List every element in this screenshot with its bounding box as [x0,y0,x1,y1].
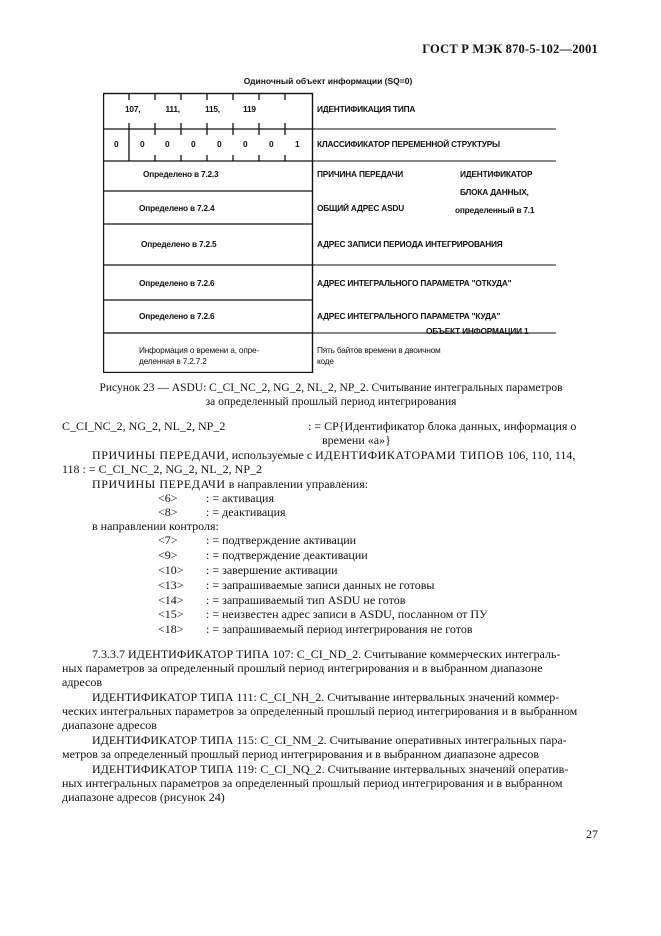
control-rest: в направлении управления: [225,477,369,491]
monitor-code: <13> [158,578,184,592]
control-text-6: : = активация [206,491,274,505]
vsq-bit-7: 0 [140,139,145,149]
monitor-text: : = завершение активации [206,563,338,577]
paragraph-type111-line2: ческих интегральных параметров за определенный прошлый период интегрирования и в выбранном [62,704,578,718]
vsq-bit-4: 0 [217,139,222,149]
monitor-text: : = подтверждение активации [206,533,357,547]
vsq-bit-1: 1 [295,139,300,149]
time-definition-line1: Информация о времени а, опре- [139,345,260,355]
type-id-107: 107, [125,104,141,114]
control-caps: ПРИЧИНЫ ПЕРЕДАЧИ [92,477,226,491]
type-id-115: 115, [205,104,220,114]
paragraph-7337-line2: ных параметров за определенный прошлый период интегрирования и в выбранном диапазоне [62,661,543,675]
information-object-label: ОБЪЕКТ ИНФОРМАЦИИ 1 [426,326,529,336]
time-label-line2: коде [317,356,334,366]
asdu-address-label: ОБЩИЙ АДРЕС ASDU [317,203,404,213]
asdu-address-definition: Определено в 7.2.4 [139,203,215,213]
document-header: ГОСТ Р МЭК 870-5-102—2001 [422,42,598,56]
vsq-label: КЛАССИФИКАТОР ПЕРЕМЕННОЙ СТРУКТУРЫ [317,139,500,149]
to-address-definition: Определено в 7.2.6 [139,311,215,321]
time-label-line1: Пять байтов времени в двоичном [317,345,441,355]
monitor-text: : = подтверждение деактивации [206,548,368,562]
page-number: 27 [586,827,598,841]
dui-label-line3: определенный в 7.1 [455,205,535,215]
dui-label-line2: БЛОКА ДАННЫХ, [460,187,529,197]
vsq-bit-2: 0 [269,139,274,149]
cot-definition: Определено в 7.2.3 [143,169,219,179]
definition-value-line1: : = CP{Идентификатор блока данных, информация о [308,419,577,433]
monitor-text: : = запрашиваемые записи данных не готовы [206,578,435,592]
from-address-label: АДРЕС ИНТЕГРАЛЬНОГО ПАРАМЕТРА "ОТКУДА" [317,278,512,288]
caption-line1: Рисунок 23 — ASDU: C_CI_NC_2, NG_2, NL_2, NP_2. Считывание интегральных параметров [99,382,563,394]
paragraph-7337-line3: адресов [62,675,103,689]
asdu-diagram [103,89,556,373]
type-ids-row [125,104,256,114]
monitor-direction-heading: в направлении контроля: [92,519,219,533]
monitor-code: <15> [158,607,184,621]
record-address-label: АДРЕС ЗАПИСИ ПЕРИОДА ИНТЕГРИРОВАНИЯ [317,239,503,249]
control-code-8: <8> [158,505,178,519]
paragraph-type115-line2: метров за определенный прошлый период интегрирования и в выбранном диапазоне адресов [62,747,540,761]
from-address-definition: Определено в 7.2.6 [139,278,215,288]
to-address-label: АДРЕС ИНТЕГРАЛЬНОГО ПАРАМЕТРА "КУДА" [317,311,501,321]
type-id-111: 111, [165,104,180,114]
control-direction-heading [92,478,368,492]
paragraph-type119-line2: ных интегральных параметров за определенный прошлый период интегрирования и в выбранном [62,776,563,790]
record-address-definition: Определено в 7.2.5 [141,239,217,249]
cot-intro-mid: , используемые с [225,448,313,462]
vsq-bit-ticks [129,129,285,161]
vsq-bit-8: 0 [114,139,119,149]
definition-value-line2: времени «а»} [322,433,391,447]
figure-title: Одиночный объект информации (SQ=0) [243,76,413,86]
dui-label-line1: ИДЕНТИФИКАТОР [460,169,533,179]
figure-caption [62,381,600,409]
paragraph-type111-line3: диапазоне адресов [62,718,157,732]
cot-intro-line2: 118 : = C_CI_NC_2, NG_2, NL_2, NP_2 [62,462,262,476]
left-column-border [104,94,313,373]
paragraph-7337-line1: 7.3.3.7 ИДЕНТИФИКАТОР ТИПА 107: C_CI_ND_2. Считывание коммерческих интеграль- [92,647,561,661]
type-id-119: 119 [243,104,256,114]
definition-asdu: C_CI_NC_2, NG_2, NL_2, NP_2 [62,419,226,433]
monitor-code: <7> [158,533,178,547]
vsq-bit-5: 0 [191,139,196,149]
time-definition-line2: деленная в 7.2.7.2 [139,356,207,366]
control-text-8: : = деактивация [206,505,286,519]
type-identification-label: ИДЕНТИФИКАЦИЯ ТИПА [317,104,416,114]
vsq-bit-3: 0 [243,139,248,149]
cot-intro-end: 106, 110, 114, [507,448,576,462]
monitor-code: <18> [158,622,184,636]
monitor-code: <10> [158,563,184,577]
paragraph-type119-line1: ИДЕНТИФИКАТОР ТИПА 119: C_CI_NQ_2. Считывание интервальных значений оператив- [92,762,569,776]
cot-intro-caps2: ИДЕНТИФИКАТОРАМИ ТИПОВ [315,448,505,462]
monitor-text: : = запрашиваемый тип ASDU не готов [206,593,406,607]
cot-label: ПРИЧИНА ПЕРЕДАЧИ [317,169,403,179]
monitor-code: <9> [158,548,178,562]
paragraph-type115-line1: ИДЕНТИФИКАТОР ТИПА 115: C_CI_NM_2. Считывание оперативных интегральных пара- [92,733,567,747]
cot-intro-caps: ПРИЧИНЫ ПЕРЕДАЧИ [92,448,226,462]
cot-intro-line1 [92,449,575,463]
paragraph-type119-line3: диапазоне адресов (рисунок 24) [62,790,225,804]
caption-line2: за определенный прошлый период интегрирования [205,396,457,408]
vsq-bit-6: 0 [165,139,170,149]
control-code-6: <6> [158,491,178,505]
monitor-code: <14> [158,593,184,607]
paragraph-type111-line1: ИДЕНТИФИКАТОР ТИПА 111: C_CI_NH_2. Считывание интервальных значений коммер- [92,690,560,704]
monitor-text: : = неизвестен адрес записи в ASDU, посланном от ПУ [206,607,488,621]
monitor-text: : = запрашиваемый период интегрирования не готов [206,622,473,636]
